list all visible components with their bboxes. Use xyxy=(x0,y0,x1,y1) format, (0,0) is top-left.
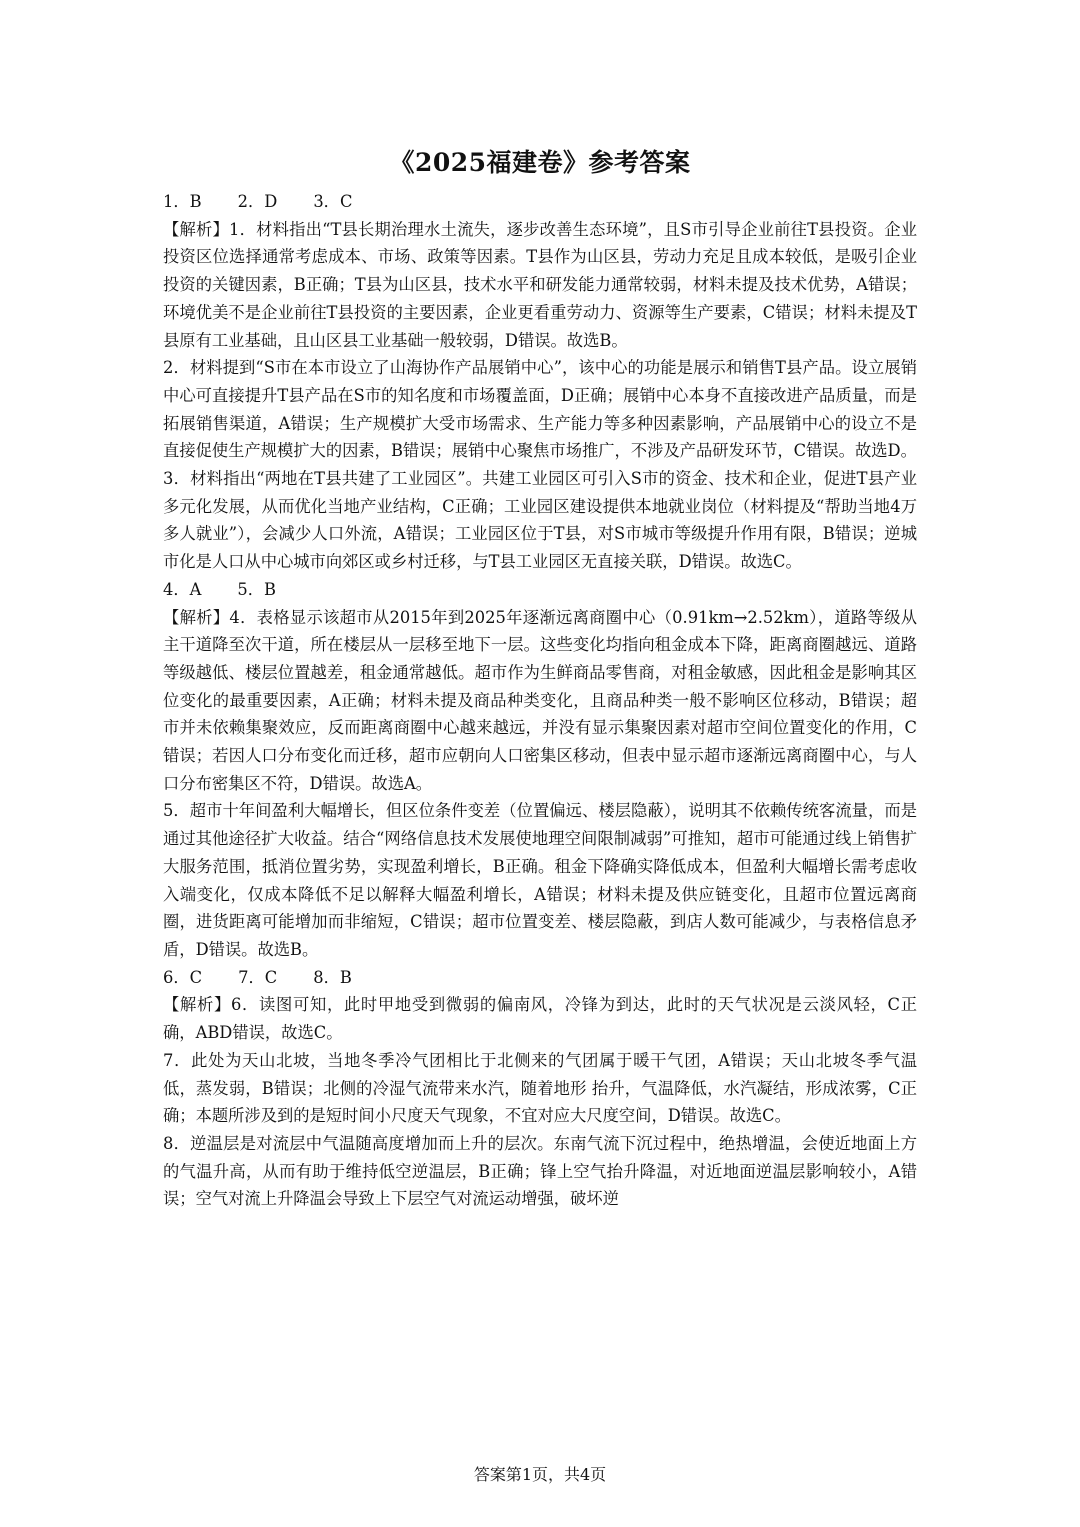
analysis-paragraph-5: 5．超市十年间盈利大幅增长，但区位条件变差（位置偏远、楼层隐蔽），说明其不依赖传统客流量，而是通过其他途径扩大收益。结合“网络信息技术发展使地理空间限制减弱”可推知，超市可能通过线上销售扩大服务范围，抵消位置劣势，实现盈利增长，B正确。租金下降确实降低成本，但盈利大幅增长需考虑收入端变化，仅成本降低不足以解释大幅盈利增长，A错误；材料未提及供应链变化，且超市位置远离商圈，进货距离可能增加而非缩短，C错误；超市位置变差、楼层隐蔽，到店人数可能减少，与表格信息矛盾，D错误。故选B。 xyxy=(163,801,917,959)
analysis-paragraph-1: 【解析】1．材料指出“T县长期治理水土流失，逐步改善生态环境”，且S市引导企业前往T县投资。企业投资区位选择通常考虑成本、市场、政策等因素。T县作为山区县，劳动力充足且成本较低，是吸引企业投资的关键因素，B正确；T县为山区县，技术水平和研发能力通常较弱，材料未提及技术优势，A错误；环境优美不是企业前往T县投资的主要因素，企业更看重劳动力、资源等生产要素，C错误；材料未提及T县原有工业基础，且山区县工业基础一般较弱，D错误。故选B。 xyxy=(163,219,917,350)
analysis-paragraph-2: 2．材料提到“S市在本市设立了山海协作产品展销中心”，该中心的功能是展示和销售T县产品。设立展销中心可直接提升T县产品在S市的知名度和市场覆盖面，D正确；展销中心本身不直接改进产品质量，而是拓展销售渠道，A错误；生产规模扩大受市场需求、生产能力等多种因素影响，产品展销中心的设立不是直接促使生产规模扩大的因素，B错误；展销中心聚焦市场推广，不涉及产品研发环节，C错误。故选D。 xyxy=(163,358,917,461)
answer-item: 6．C xyxy=(163,967,203,987)
answer-item: 8．B xyxy=(313,967,352,987)
answer-row-1-3 xyxy=(163,188,917,216)
answer-item: 5．B xyxy=(237,579,277,599)
answer-content xyxy=(163,188,917,1213)
answer-row-6-8 xyxy=(163,964,917,992)
page-title: 《2025福建卷》参考答案 xyxy=(389,148,691,177)
analysis-paragraph-8: 8．逆温层是对流层中气温随高度增加而上升的层次。东南气流下沉过程中，绝热增温，会使近地面上方的气温升高，从而有助于维持低空逆温层，B正确；锋上空气抬升降温，对近地面逆温层影响较小，A错误；空气对流上升降温会导致上下层空气对流运动增强，破坏逆 xyxy=(163,1133,917,1209)
answer-item: 4．A xyxy=(163,579,202,599)
answer-row-4-5 xyxy=(163,576,917,604)
analysis-paragraph-7: 7．此处为天山北坡，当地冬季冷气团相比于北侧来的气团属于暖干气团，A错误；天山北坡冬季气温低，蒸发弱，B错误；北侧的冷湿气流带来水汽，随着地形 抬升，气温降低，水汽凝结，形成浓雾，C正确；本题所涉及到的是短时间小尺度天气现象，不宜对应大尺度空间，D错误。故选C。 xyxy=(163,1050,917,1126)
answer-item: 3．C xyxy=(313,192,353,211)
answer-item: 1．B xyxy=(163,192,202,211)
page-footer: 答案第1页，共4页 xyxy=(473,1465,607,1484)
answer-item: 7．C xyxy=(238,967,278,987)
analysis-paragraph-3: 3．材料指出“两地在T县共建了工业园区”。共建工业园区可引入S市的资金、技术和企业，促进T县产业多元化发展，从而优化当地产业结构，C正确；工业园区建设提供本地就业岗位（材料提及“帮助当地4万多人就业”），会减少人口外流，A错误；工业园区位于T县，对S市城市等级提升作用有限，B错误；逆城市化是人口从中心城市向郊区或乡村迁移，与T县工业园区无直接关联，D错误。故选C。 xyxy=(163,469,917,572)
analysis-paragraph-4: 【解析】4．表格显示该超市从2015年到2025年逐渐远离商圈中心（0.91km→2.52km），道路等级从主干道降至次干道，所在楼层从一层移至地下一层。这些变化均指向租金成本下降，距离商圈越远、道路等级越低、楼层位置越差，租金通常越低。超市作为生鲜商品零售商，对租金敏感，因此租金是影响其区位变化的最重要因素，A正确；材料未提及商品种类变化，且商品种类一般不影响区位移动，B错误；超市并未依赖集聚效应，反而距离商圈中心越来越远，并没有显示集聚因素对超市空间位置变化的作用，C错误；若因人口分布变化而迁移，超市应朝向人口密集区移动，但表中显示超市逐渐远离商圈中心，与人口分布密集区不符，D错误。故选A。 xyxy=(163,607,917,793)
analysis-paragraph-6: 【解析】6．读图可知，此时甲地受到微弱的偏南风，冷锋为到达，此时的天气状况是云淡风轻，C正确，ABD错误，故选C。 xyxy=(163,995,917,1043)
answer-item: 2．D xyxy=(237,192,278,211)
